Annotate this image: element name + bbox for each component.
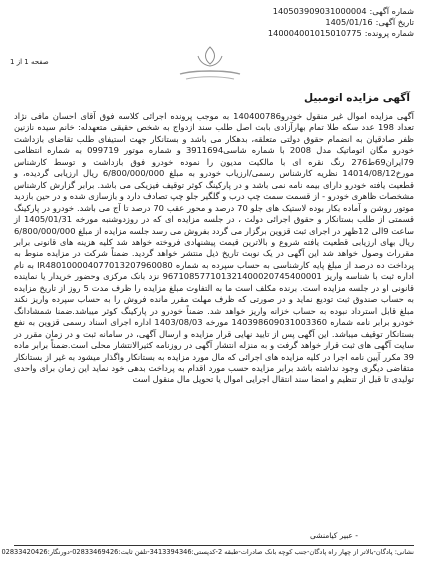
notice-number-row [164,6,414,17]
footer-address: نشانی: پادگان-بالاتر از چهار راه پادگان-جنب کوچه بانک صادرات-طبقه 2-کدپستی:3413394346-تلفن ثابت:02833469426-دورنگار:02833420426 [1,548,414,556]
organization-emblem [160,44,260,84]
notice-body [14,111,414,386]
page-counter: صفحه 1 از 1 [10,58,49,66]
notice-title: آگهی مزایده اتومبیل [304,92,410,104]
footer-divider [14,545,414,546]
case-number-label: شماره پرونده: [364,28,414,38]
notice-date: 1405/01/16 [325,17,373,27]
case-number-row [164,28,414,39]
notice-number: 140503909031000004 [272,6,367,16]
notice-date-label: تاریخ آگهی: [375,17,414,27]
case-number: 140004001015010775 [267,28,362,38]
notice-number-label: شماره آگهی: [369,6,414,16]
notice-date-row [164,17,414,28]
signatory-name: - عبیر کیامنشی [310,531,358,540]
notice-header-meta [164,6,414,39]
notice-body-paragraph: آگهی مزایده اموال غیر منقول خودرو140400786 به موجب پرونده اجرائی کلاسه فوق آقای احسان مافی نژاد تعداد 198 عدد سکه طلا تمام بهارآزادی بابت اصل طلب سند ازدواج به شخص حقیقی متعهدله: خانم سیده نازنین ظفر صادقیان به انضمام حقوق دولتی متعلقه، بدهکار می باشد و بستانکار جهت استیفای طلب تقاضای بازداشت خودرو مگان اتوماتیک مدل 2008 با شماره شاسی3911694 و شماره موتور 099719 به شماره انتظامی 79ایران69ط276 رنگ نقره ای با مالکیت مدیون را نموده خودرو فوق بازداشت و توسط کارشناس مورخ14014/08/12 نظریه کارشناس رسمی/ارزیاب خودرو به مبلغ 6/800/000/000 ریال ارزیابی گردیده، و قطعیت یافته خودرو دارای بیمه نامه نمی باشد و در پارکینگ کوثر توقیف فیزیکی می باشد. برابر گزارش کارشناس مشخصات ظاهری خودرو - از قسمت سمت چپ درب و گلگیر جلو چپ تصادف دارد و بازسازی شده و در حین بازدید موتور روشن و آماده بکار بوده لاستیک های جلو 70 درصد و محور عقب 70 درصد تا آج می باشد. خودرو در پارکینگ قسمتی از طلب بستانکار و حقوق اجرائی دولت ، در جلسه مزایده ای که در روزدوشنبه مورخه 1405/01/31 از ساعت 9الی 12ظهر در اجرای ثبت قزوین برگزار می گردد بفروش می رسد جلسه مزایده از مبلغ 6/800/000/000 ریال بهای ارزیابی قطعیت یافته شروع و بالاترین قیمت پیشنهادی فروخته خواهد شد کلیه هزینه های قانونی برابر مقررات وصول خواهد شد این آگهی در یک نوبت تاریخ ذیل منتشر خواهد گردید. ضمناً شرکت در مزایده منوط به پرداخت ده درصد از مبلغ پایه کارشناسی به حساب سپرده به شماره IR480100004077013207960080 به نام اداره ثبت با شناسه واریز 967108577101321400020745400001 نزد بانک مرکزی وحضور خریدار یا نماینده قانونی او در جلسه مزایده است. برنده مکلف است ما به التفاوت مبلغ مزایده را ظرف مدت 5 روز از تاریخ مزایده به حساب صندوق ثبت تودیع نماید و در صورتی که ظرف مهلت مقرر مانده فروش را به حساب سپرده واریز نکند مبلغ قابل استرداد نبوده به حساب خزانه واریز خواهد شد. ضمناً خودرو در پارکینگ کوثر میباشد.ضمنا شمشادانگ خودرو برابر نامه شماره 140398609031003360 مورخه 1403/08/03 اداره اجرای اسناد رسمی قزوین به نفع بستانکار توقیف میباشد. این آگهی پس از تایید نهایی قرار مزایده و ارسال آگهی، در سامانه ثبت و در زمان مقرر در سایت آگهی های ثبت قرار خواهد گرفت و به منزله انتشار آگهی در روزنامه کثیرالانتشار محلی است.ضمناً برابر ماده 39 مکرر آیین نامه اجرا در کلیه مزایده های اجرائی که مال مورد مزایده به بستانکار واگذار میشود به غیر از بستانکار متقاضی دیگری وجود نداشته باشد برابر مزایده حسب مورد اقدام به پرداخت بدهی خود نماید این زمان برای واحدی تولیدی تا قبل از تنظیم و امضا سند انتقال اجرایی اموال یا تحویل مال منقول است [14,111,415,385]
